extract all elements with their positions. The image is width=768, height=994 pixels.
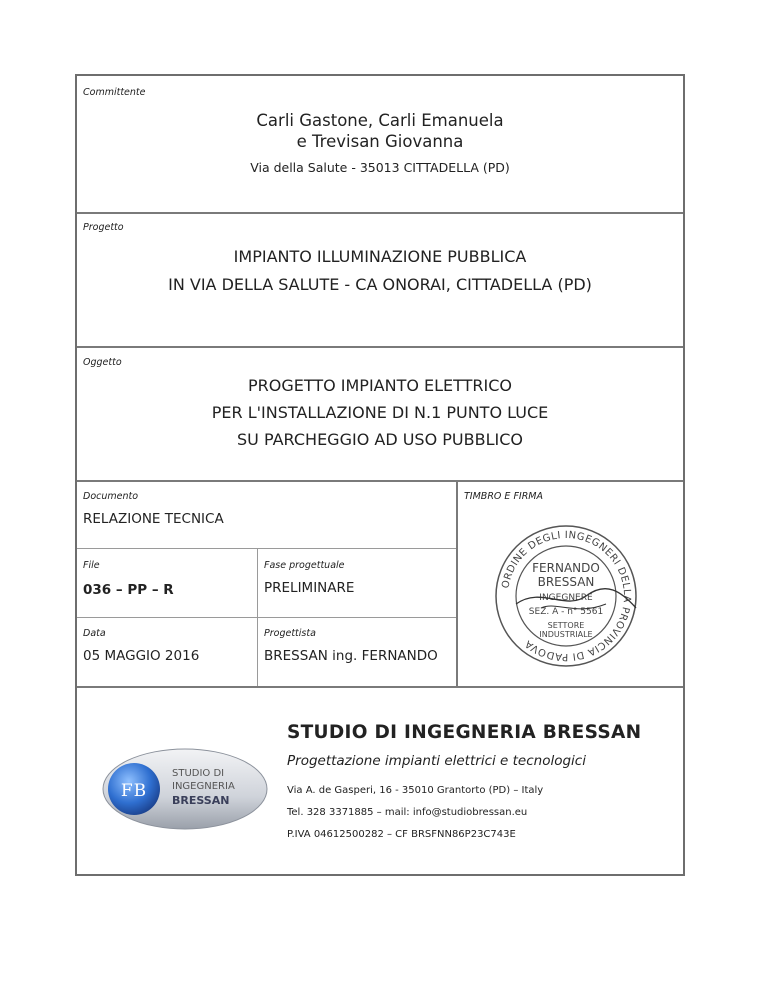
divider xyxy=(77,480,683,482)
logo-text-line2: INGEGNERIA xyxy=(172,781,235,792)
committente-label: Committente xyxy=(83,87,146,98)
document-type-value: RELAZIONE TECNICA xyxy=(83,511,224,527)
date-label: Data xyxy=(83,628,106,639)
project-title-line1: IMPIANTO ILLUMINAZIONE PUBBLICA xyxy=(233,247,527,266)
stamp-label: TIMBRO E FIRMA xyxy=(464,491,544,502)
documento-label: Documento xyxy=(83,491,139,502)
stamp-registration: SEZ. A - n° 5561 xyxy=(528,607,604,617)
logo-text-line3: BRESSAN xyxy=(172,794,230,807)
stamp-title: INGEGNERE xyxy=(539,593,593,603)
stamp-column-divider xyxy=(456,480,458,686)
stamp-last-name: BRESSAN xyxy=(537,575,595,589)
stamp-sector-type: INDUSTRIALE xyxy=(539,630,593,639)
logo-initials: FB xyxy=(120,781,148,801)
cover-sheet-frame xyxy=(75,74,685,876)
studio-contact: Tel. 328 3371885 – mail: info@studiobressan.eu xyxy=(287,807,528,818)
stamp-ring-text: ORDINE DEGLI INGEGNERI DELLA PROVINCIA DI PADOVA xyxy=(500,529,633,663)
divider xyxy=(77,617,456,618)
divider xyxy=(77,212,683,214)
file-label: File xyxy=(83,560,100,571)
phase-label: Fase progettuale xyxy=(264,560,345,571)
subject-line1: PROGETTO IMPIANTO ELETTRICO xyxy=(247,376,513,395)
engineer-stamp xyxy=(486,516,646,676)
company-logo xyxy=(100,746,270,832)
file-code-value: 036 – PP – R xyxy=(83,582,174,598)
phase-value: PRELIMINARE xyxy=(264,580,355,596)
client-name-line2: e Trevisan Giovanna xyxy=(296,132,464,151)
project-title-line2: IN VIA DELLA SALUTE - CA ONORAI, CITTADELLA (PD) xyxy=(168,275,592,294)
progetto-label: Progetto xyxy=(83,222,124,233)
studio-tax-ids: P.IVA 04612500282 – CF BRSFNN86P23C743E xyxy=(287,829,516,840)
studio-name: STUDIO DI INGEGNERIA BRESSAN xyxy=(287,722,642,743)
divider xyxy=(77,346,683,348)
designer-label: Progettista xyxy=(264,628,316,639)
oggetto-label: Oggetto xyxy=(83,357,122,368)
studio-address: Via A. de Gasperi, 16 - 35010 Grantorto (PD) – Italy xyxy=(287,785,544,796)
stamp-first-name: FERNANDO xyxy=(532,561,600,575)
divider xyxy=(77,548,456,549)
subject-line3: SU PARCHEGGIO AD USO PUBBLICO xyxy=(237,430,523,449)
logo-text-line1: STUDIO DI xyxy=(172,768,225,779)
client-name-line1: Carli Gastone, Carli Emanuela xyxy=(256,111,504,130)
designer-value: BRESSAN ing. FERNANDO xyxy=(264,648,438,664)
stamp-sector: SETTORE xyxy=(547,621,585,630)
client-address: Via della Salute - 35013 CITTADELLA (PD) xyxy=(250,160,510,175)
studio-subtitle: Progettazione impianti elettrici e tecnologici xyxy=(287,753,586,769)
divider xyxy=(77,686,683,688)
subject-line2: PER L'INSTALLAZIONE DI N.1 PUNTO LUCE xyxy=(211,403,549,422)
date-value: 05 MAGGIO 2016 xyxy=(83,648,200,664)
